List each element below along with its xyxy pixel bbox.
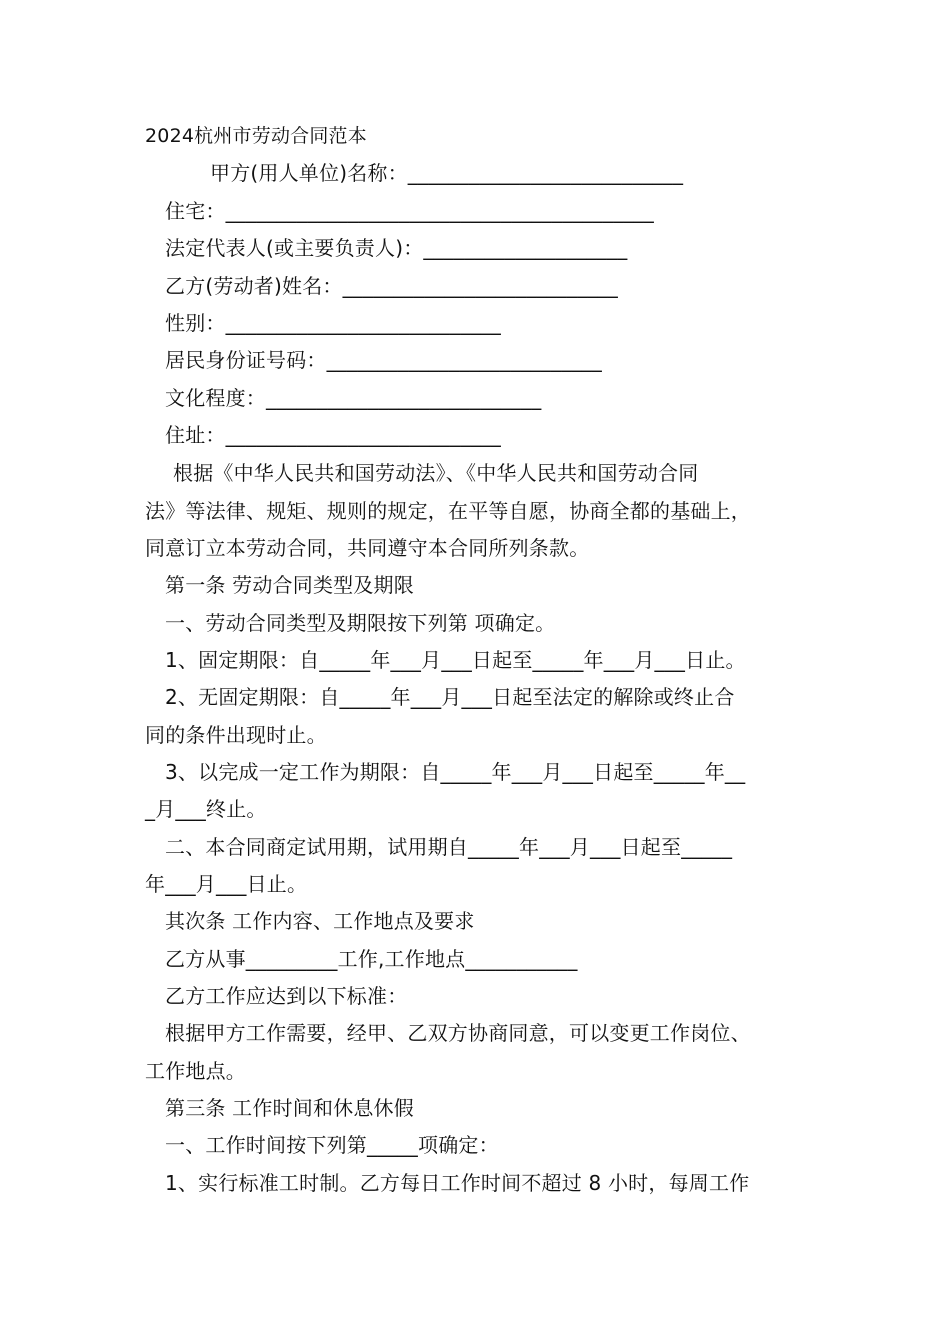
article-1-heading: 第一条 劳动合同类型及期限 bbox=[165, 573, 414, 597]
standard-hours-line: 1、实行标准工时制。乙方每日工作时间不超过 8 小时，每周工作 bbox=[165, 1171, 750, 1195]
preamble-line-1: 根据《中华人民共和国劳动法》、《中华人民共和国劳动合同 bbox=[173, 461, 699, 485]
residence-line: 住宅：__________________________________________ bbox=[165, 199, 654, 223]
preamble-line-2: 法》等法律、规矩、规则的规定，在平等自愿，协商全都的基础上， bbox=[145, 499, 751, 523]
probation-line-2: 年___月___日止。 bbox=[145, 872, 308, 896]
job-standard-line: 乙方工作应达到以下标准： bbox=[165, 984, 408, 1008]
address-line: 住址：___________________________ bbox=[165, 423, 501, 447]
article-3-heading: 第三条 工作时间和休息休假 bbox=[165, 1096, 414, 1120]
job-change-line-1: 根据甲方工作需要，经甲、乙双方协商同意，可以变更工作岗位、 bbox=[165, 1021, 751, 1045]
task-term-line-2: _月___终止。 bbox=[145, 797, 267, 821]
education-line: 文化程度：___________________________ bbox=[165, 386, 542, 410]
article-1-clause-1: 一、劳动合同类型及期限按下列第 项确定。 bbox=[165, 611, 556, 635]
article-2-heading: 其次条 工作内容、工作地点及要求 bbox=[165, 909, 475, 933]
open-term-line-1: 2、无固定期限：自_____年___月___日起至法定的解除或终止合 bbox=[165, 685, 735, 709]
preamble-line-3: 同意订立本劳动合同，共同遵守本合同所列条款。 bbox=[145, 536, 590, 560]
job-content-line: 乙方从事_________工作,工作地点___________ bbox=[165, 947, 578, 971]
gender-line: 性别：___________________________ bbox=[165, 311, 501, 335]
legal-representative-line: 法定代表人(或主要负责人)：____________________ bbox=[165, 236, 628, 260]
probation-line-1: 二、本合同商定试用期，试用期自_____年___月___日起至_____ bbox=[165, 835, 733, 859]
document-title: 2024杭州市劳动合同范本 bbox=[145, 125, 367, 147]
open-term-line-2: 同的条件出现时止。 bbox=[145, 723, 327, 747]
party-a-name-line: 甲方(用人单位)名称：___________________________ bbox=[210, 161, 684, 185]
id-number-line: 居民身份证号码：___________________________ bbox=[165, 348, 602, 372]
party-b-name-line: 乙方(劳动者)姓名：___________________________ bbox=[165, 274, 619, 298]
task-term-line-1: 3、以完成一定工作为期限：自_____年___月___日起至_____年__ bbox=[165, 760, 746, 784]
working-hours-clause: 一、工作时间按下列第_____项确定： bbox=[165, 1133, 499, 1157]
job-change-line-2: 工作地点。 bbox=[145, 1059, 246, 1083]
fixed-term-line: 1、固定期限：自_____年___月___日起至_____年___月___日止。 bbox=[165, 648, 746, 672]
